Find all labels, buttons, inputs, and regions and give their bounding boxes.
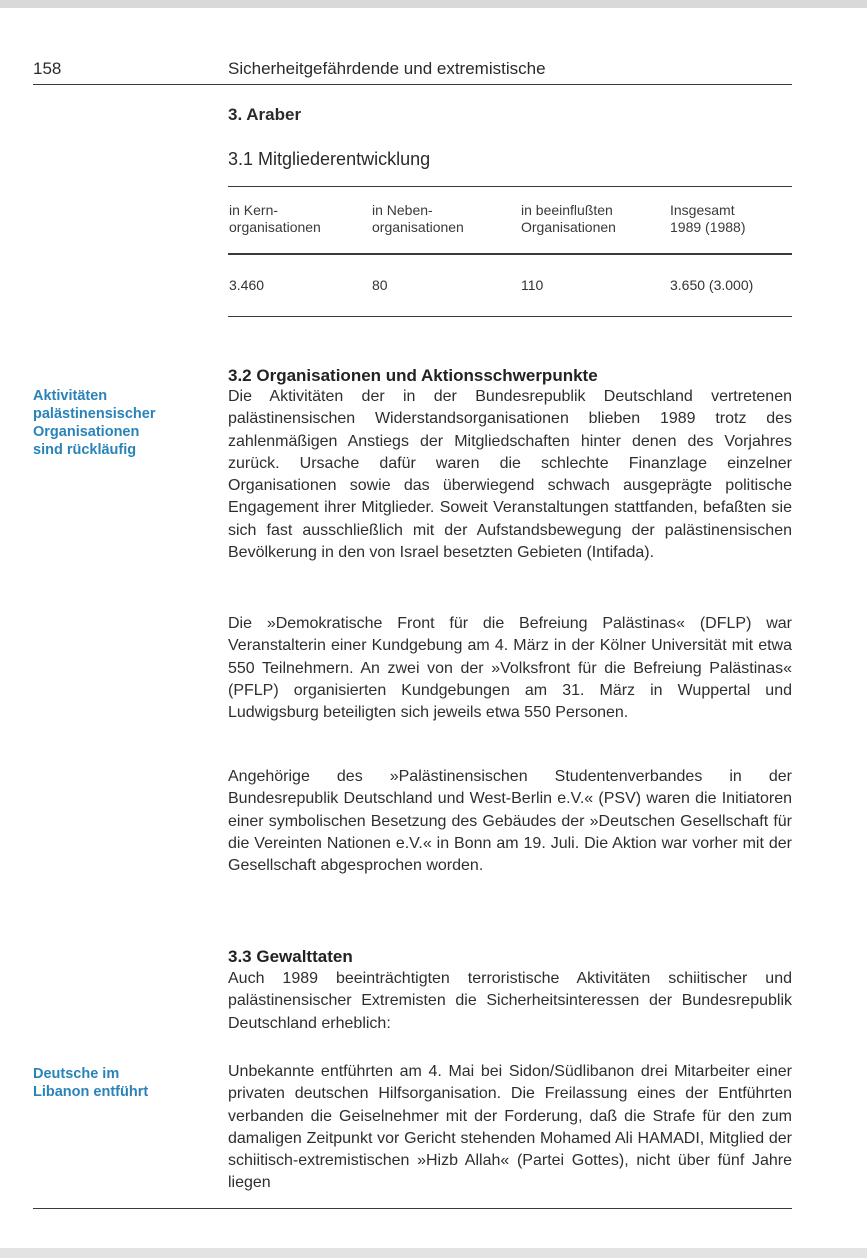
section-title-mitgliederentwicklung: 3.1 Mitgliederentwicklung [228,149,431,169]
page-bottom-edge [0,1248,867,1258]
table-top-rule [228,186,792,187]
section-title-gewalttaten: 3.3 Gewalttaten [228,947,353,966]
footer-rule [33,1208,792,1209]
margin-note-aktivitaeten: Aktivitäten palästinensischer Organisationen sind rückläufig [33,388,156,458]
table-bottom-rule [228,316,792,317]
header-rule [33,84,792,85]
section-title-araber: 3. Araber [228,105,302,124]
page-top-edge [0,0,867,8]
table-cell-neben: 80 [372,277,388,293]
table-header-beeinflusst: in beeinflußten Organisationen [521,202,616,235]
table-header-neben: in Neben- organisationen [372,202,464,235]
table-header-kern: in Kern- organisationen [229,202,321,235]
table-cell-beeinflusst: 110 [521,277,544,293]
page-number: 158 [33,59,62,78]
paragraph-aktivitaeten: Die Aktivitäten der in der Bundesrepublik Deutschland vertretenen palästinensischen Widerstandsorganisationen blieben 1989 trotz des zahlenmäßigen Anstiegs der Mitgliedschaften hinter denen des Vorjahres zurück. Ursache dafür waren die schlechte Finanzlage einzelner Organisationen sowie das überwiegend schwach ausgeprägte politische Engagement ihrer Mitglieder. Soweit Veranstaltungen stattfanden, befaßten sie sich fast ausschließlich mit der Aufstandsbewegung der palästinensischen Bevölkerung in den von Israel besetzten Gebieten (Intifada). [228,388,792,562]
paragraph-entfuehrung: Unbekannte entführten am 4. Mai bei Sidon/Südlibanon drei Mitarbeiter einer privaten deutschen Hilfsorganisation. Die Freilassung eines der Entführten verbanden die Geiselnehmer mit der Forderung, daß die Strafe für den zum damaligen Zeitpunkt vor Gericht stehenden Mohamed Ali HAMADI, Mitglied der schiitisch-extremistischen »Hizb Allah« (Partei Gottes), nicht über fünf Jahre liegen [228,1063,792,1192]
running-title: Sicherheitgefährdende und extremistische [228,59,546,78]
table-cell-insgesamt: 3.650 (3.000) [670,277,754,293]
table-header-rule [228,253,792,255]
section-title-organisationen: 3.2 Organisationen und Aktionsschwerpunkte [228,366,598,385]
table-header-insgesamt: Insgesamt 1989 (1988) [670,202,746,235]
paragraph-gewalttaten: Auch 1989 beeinträchtigten terroristische Aktivitäten schiitischer und palästinensischer Extremisten die Sicherheitsinteressen der Bundesrepublik Deutschland erheblich: [228,970,792,1032]
paragraph-dflp: Die »Demokratische Front für die Befreiung Palästinas« (DFLP) war Veranstalterin einer Kundgebung am 4. März in der Kölner Universität mit etwa 550 Teilnehmern. An zwei von der »Volksfront für die Befreiung Palästinas« (PFLP) organisierten Kundgebungen am 31. März in Wuppertal und Ludwigsburg beteiligten sich jeweils etwa 550 Personen. [228,615,792,722]
paragraph-psv: Angehörige des »Palästinensischen Studentenverbandes in der Bundesrepublik Deutschland und West-Berlin e.V.« (PSV) waren die Initiatoren einer symbolischen Besetzung des Gebäudes der »Deutschen Gesellschaft für die Vereinten Nationen e.V.« in Bonn am 19. Juli. Die Aktion war vorher mit der Gesellschaft abgesprochen worden. [228,768,792,875]
table-cell-kern: 3.460 [229,277,265,293]
margin-note-libanon: Deutsche im Libanon entführt [33,1066,149,1100]
